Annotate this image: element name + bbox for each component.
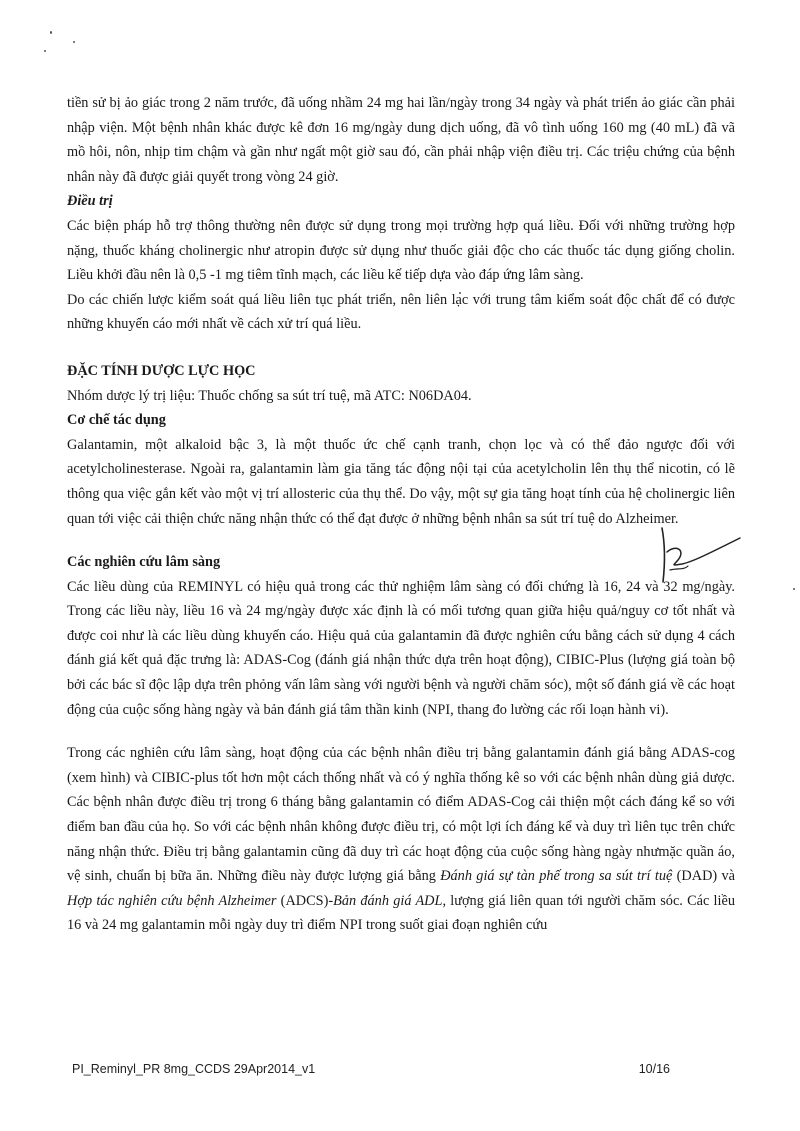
document-id: PI_Reminyl_PR 8mg_CCDS 29Apr2014_v1 bbox=[72, 1062, 316, 1076]
dad-term: Đánh giá sự tàn phế trong sa sút trí tuệ bbox=[440, 868, 673, 885]
clinical-paragraph-2 bbox=[67, 741, 735, 938]
clinical-text-d: , lượng giá liên quan tới người chăm sóc. Các liều 16 và 24 mg galantamin mỗi ngày duy trì điểm NPI trong suốt giai đoạn nghiên cứu bbox=[67, 892, 735, 934]
scan-speck bbox=[73, 41, 75, 43]
clinical-paragraph-1: Các liều dùng của REMINYL có hiệu quả trong các thử nghiệm lâm sàng có đối chứng là 16, 24 và 32 mg/ngày. Trong các liều này, liều 16 và 24 mg/ngày được xác định là có mối tương quan giữa hiệu quả/nguy cơ tốt nhất và được coi như là các liều dùng khuyến cáo. Hiệu quả của galantamin đã được nghiên cứu bằng cách sử dụng 4 cách đánh giá kết quả đặc trưng là: ADAS-Cog (đánh giá nhận thức dựa trên hoạt động), CIBIC-Plus (lượng giá toàn bộ bởi các bác sĩ độc lập dựa trên phỏng vấn lâm sàng với người bệnh và người chăm sóc), một số đánh giá về các hoạt động của cuộc sống hàng ngày và bản đánh giá tâm thần kinh (NPI, thang đo lường các rối loạn hành vi). bbox=[67, 578, 735, 718]
treatment-paragraph-1: Các biện pháp hỗ trợ thông thường nên được sử dụng trong mọi trường hợp quá liều. Đối với những trường hợp nặng, thuốc kháng cholinergic như atropin được sử dụng như thuốc giải độc cho các thuốc tác dụng giống cholin. Liều khởi đầu nên là 0,5 -1 mg tiêm tĩnh mạch, các liều kế tiếp dựa vào đáp ứng lâm sàng. bbox=[67, 217, 735, 284]
scan-speck bbox=[50, 31, 52, 34]
clinical-text-a: Trong các nghiên cứu lâm sàng, hoạt động của các bệnh nhân điều trị bằng galantamin đánh giá bằng ADAS-cog (xem hình) và CIBIC-plus tốt hơn một cách thống nhất và có ý nghĩa thống kê so với các bệnh nhân dùng giả dược. Các bệnh nhân được điều trị trong 6 tháng bằng galantamin có điểm ADAS-Cog cải thiện một cách đáng kể so với điểm ban đầu của họ. So với các bệnh nhân không được điều trị, có một lợi ích đáng kể và duy trì liên tục trên chức năng nhận thức. Điều trị bằng galantamin cũng đã duy trì các hoạt động của cuộc sống hàng ngày nhưmặc quần áo, vệ sinh, chuẩn bị bữa ăn. Những điều này được lượng giá bằng bbox=[67, 745, 735, 885]
adl-term: Bản đánh giá ADL bbox=[333, 892, 443, 909]
handwritten-signature bbox=[648, 522, 748, 592]
clinical-studies-heading: Các nghiên cứu lâm sàng bbox=[67, 554, 221, 571]
scan-speck bbox=[793, 588, 795, 590]
mechanism-heading: Cơ chế tác dụng bbox=[67, 412, 166, 429]
pharmacotherapeutic-group: Nhóm dược lý trị liệu: Thuốc chống sa sút trí tuệ, mã ATC: N06DA04. bbox=[67, 387, 472, 404]
treatment-heading: Điều trị bbox=[67, 193, 113, 210]
adcs-term: Hợp tác nghiên cứu bệnh Alzheimer bbox=[67, 892, 277, 909]
scan-speck bbox=[44, 50, 46, 52]
treatment-paragraph-2: Do các chiến lược kiểm soát quá liều liên tục phát triển, nên liên lạc với trung tâm kiểm soát độc chất để có được những khuyến cáo mới nhất về cách xử trí quá liều. bbox=[67, 291, 735, 333]
pharmacodynamics-heading: ĐẶC TÍNH DƯỢC LỰC HỌC bbox=[67, 362, 256, 379]
page-number: 10/16 bbox=[638, 1062, 670, 1076]
mechanism-paragraph: Galantamin, một alkaloid bậc 3, là một thuốc ức chế cạnh tranh, chọn lọc và có thể đảo ngược đối với acetylcholinesterase. Ngoài ra, galantamin làm gia tăng tác động nội tại của acetylcholin lên thụ thể nicotin, có lẽ thông qua việc gắn kết vào một vị trí allosteric của thụ thể. Do vậy, một sự gia tăng hoạt tính của hệ cholinergic liên quan tới việc cải thiện chức năng nhận thức có thể đạt được ở những bệnh nhân sa sút trí tuệ do Alzheimer. bbox=[67, 436, 735, 527]
overdose-case-paragraph: tiền sử bị ảo giác trong 2 năm trước, đã uống nhầm 24 mg hai lần/ngày trong 34 ngày và phát triển ảo giác cần phải nhập viện. Một bệnh nhân khác được kê đơn 16 mg/ngày dung dịch uống, đã vô tình uống 160 mg (40 mL) đã vã mồ hôi, nôn, nhịp tim chậm và gần như ngất một giờ sau đó, cần phải nhập viện điều trị. Các triệu chứng của bệnh nhân này đã được giải quyết trong vòng 24 giờ. bbox=[67, 95, 735, 185]
clinical-text-c: (ADCS)- bbox=[276, 892, 334, 909]
clinical-text-b: (DAD) và bbox=[672, 868, 735, 885]
document-body bbox=[67, 91, 735, 938]
